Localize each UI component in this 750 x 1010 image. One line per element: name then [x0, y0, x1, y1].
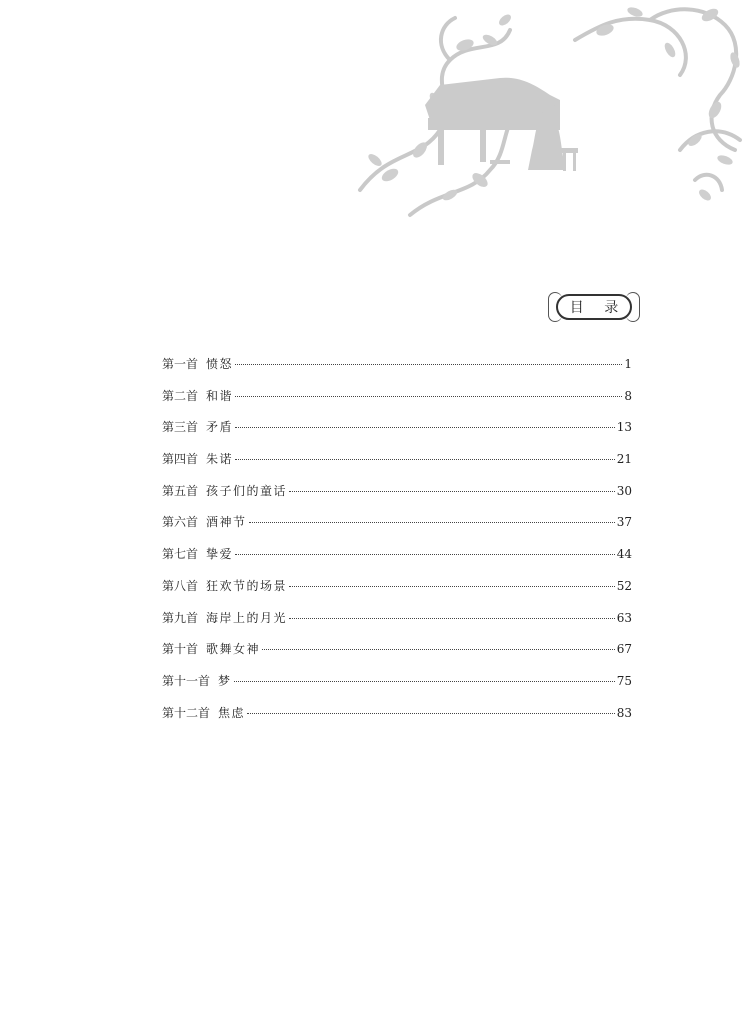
toc-entry-page: 63 [616, 610, 632, 625]
toc-entry-leader [235, 554, 615, 555]
toc-entry-leader [235, 459, 615, 460]
toc-entry[interactable] [162, 387, 632, 419]
toc-list [162, 355, 632, 735]
toc-entry-page: 44 [616, 547, 632, 562]
toc-entry[interactable] [162, 672, 632, 704]
toc-entry-leader [289, 586, 615, 587]
toc-heading-label: 目 录 [556, 294, 632, 320]
toc-entry-title: 挚爱 [206, 547, 234, 562]
toc-entry[interactable] [162, 704, 632, 736]
toc-entry-title: 梦 [218, 673, 232, 688]
toc-entry-leader [247, 713, 615, 714]
toc-entry-page: 75 [616, 673, 632, 688]
toc-entry-leader [289, 491, 615, 492]
toc-entry-title: 狂欢节的场景 [206, 578, 288, 593]
toc-entry-title: 矛盾 [206, 420, 234, 435]
toc-entry-number: 第一首 [162, 357, 199, 371]
toc-entry-page: 13 [616, 420, 632, 435]
toc-entry[interactable] [162, 545, 632, 577]
toc-entry-number: 第六首 [162, 515, 199, 530]
toc-entry-leader [235, 364, 622, 365]
toc-entry[interactable] [162, 418, 632, 450]
toc-entry-leader [234, 681, 615, 682]
toc-entry-page: 67 [616, 642, 632, 657]
toc-entry-number: 第三首 [162, 420, 199, 435]
toc-entry[interactable] [162, 355, 632, 387]
toc-entry-title: 酒神节 [206, 515, 247, 530]
toc-entry-number: 第十一首 [162, 673, 211, 688]
toc-entry-number: 第十二首 [162, 705, 211, 720]
toc-entry[interactable] [162, 577, 632, 609]
toc-entry-title: 愤怒 [206, 357, 234, 371]
toc-entry-title: 歌舞女神 [206, 642, 261, 657]
toc-entry-title: 和谐 [206, 388, 234, 403]
toc-entry-page: 21 [616, 452, 632, 467]
toc-entry[interactable] [162, 640, 632, 672]
toc-entry-number: 第四首 [162, 452, 199, 467]
toc-entry-page: 30 [616, 483, 632, 498]
toc-entry-title: 焦虑 [218, 705, 246, 720]
toc-heading [548, 292, 640, 322]
toc-entry-leader [289, 618, 615, 619]
toc-entry-title: 孩子们的童话 [206, 483, 288, 498]
toc-entry-leader [235, 396, 622, 397]
toc-entry-number: 第九首 [162, 610, 199, 625]
toc-entry-leader [235, 427, 615, 428]
toc-entry-number: 第五首 [162, 483, 199, 498]
toc-entry-number: 第八首 [162, 578, 199, 593]
toc-entry-leader [249, 522, 615, 523]
toc-entry-number: 第七首 [162, 547, 199, 562]
toc-entry-leader [262, 649, 615, 650]
toc-entry-title: 海岸上的月光 [206, 610, 288, 625]
toc-entry-page: 8 [624, 388, 632, 403]
toc-entry[interactable] [162, 513, 632, 545]
toc-entry[interactable] [162, 482, 632, 514]
toc-entry[interactable] [162, 609, 632, 641]
toc-entry-number: 第十首 [162, 642, 199, 657]
toc-entry-page: 83 [616, 705, 632, 720]
toc-entry-page: 37 [616, 515, 632, 530]
toc-entry-title: 朱诺 [206, 452, 234, 467]
toc-entry-page: 1 [624, 357, 632, 371]
heading-bracket-right [626, 292, 640, 322]
piano-illustration [350, 0, 750, 220]
toc-entry-number: 第二首 [162, 388, 199, 403]
toc-entry-page: 52 [616, 578, 632, 593]
toc-entry[interactable] [162, 450, 632, 482]
